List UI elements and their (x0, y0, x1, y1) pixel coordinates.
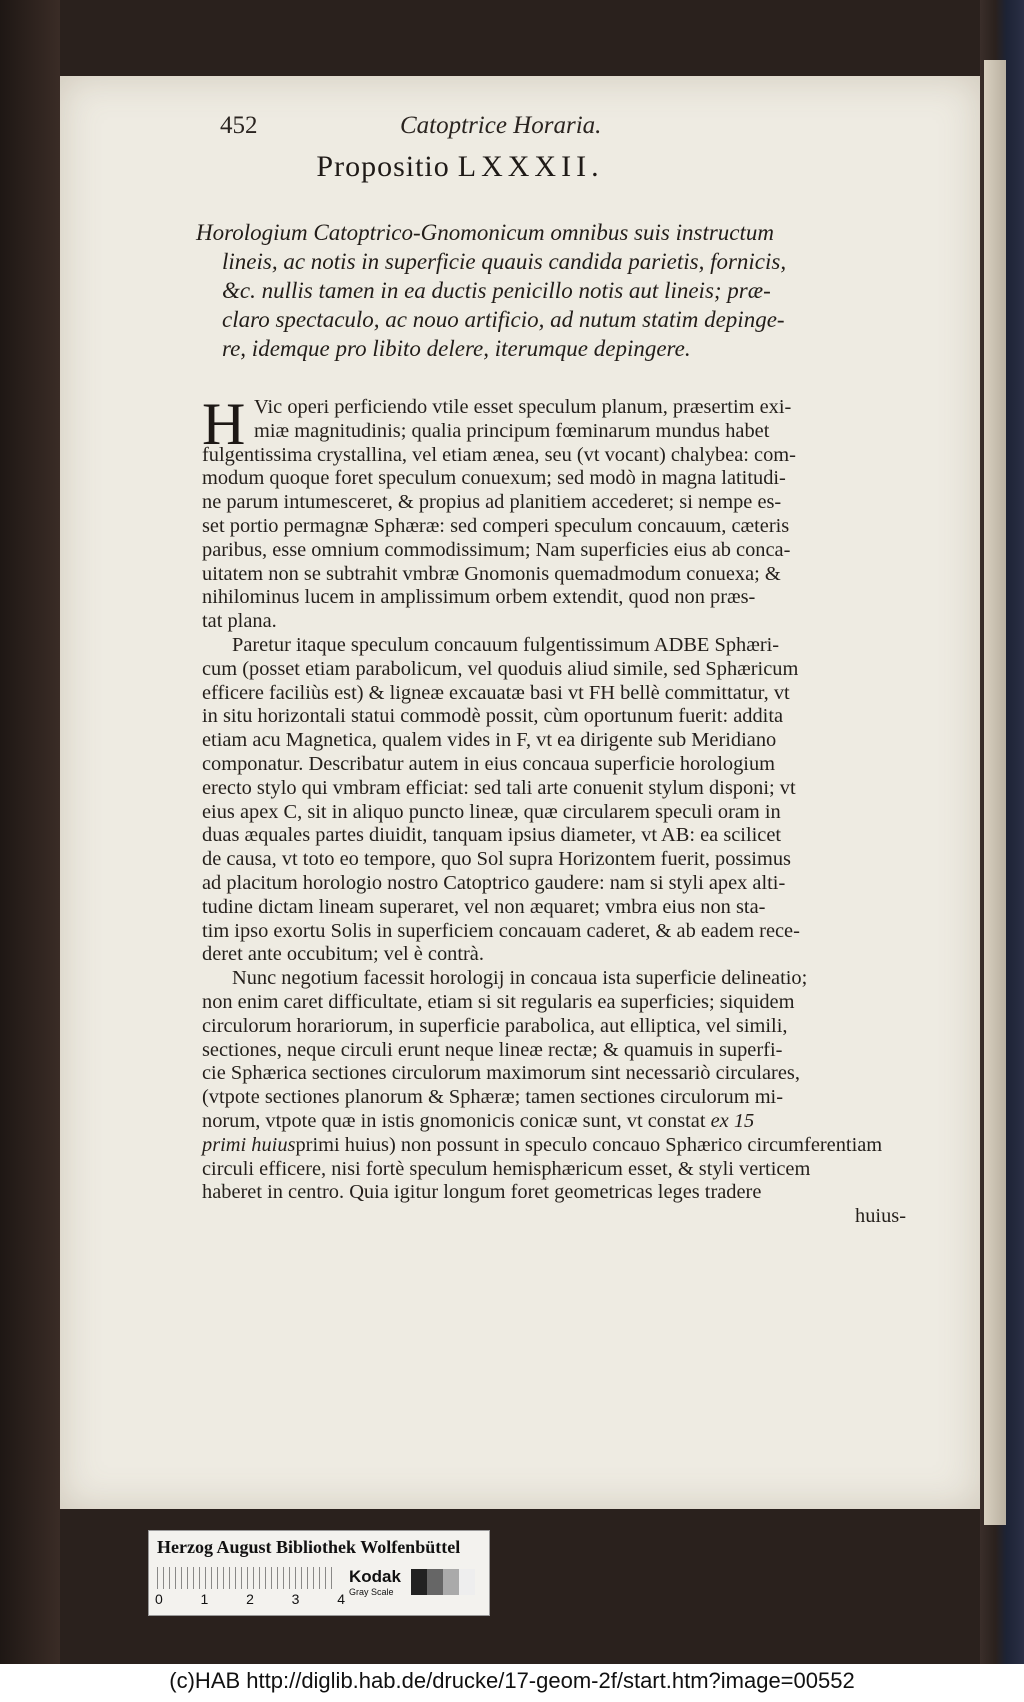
body-line: de causa, vt toto eo tempore, quo Sol supra Horizontem fuerit, possimus (202, 848, 791, 871)
body-line: haberet in centro. Quia igitur longum foret geometricas leges tradere (202, 1181, 762, 1204)
body-line: efficere faciliùs est) & ligneæ excauatæ basi vt FH bellè committatur, vt (202, 681, 790, 704)
ruler-number: 4 (337, 1591, 345, 1607)
scan-background-left (0, 0, 60, 1702)
ruler-number: 1 (200, 1591, 209, 1607)
body-line: cie Sphærica sectiones circulorum maximorum sint necessariò circulares, (202, 1062, 800, 1085)
body-line: circulorum horariorum, in superficie parabolica, aut elliptica, vel simili, (202, 1014, 788, 1037)
gray-swatch (443, 1569, 459, 1595)
centimeter-ruler (157, 1567, 337, 1589)
page-number: 452 (220, 112, 258, 139)
body-line: ne parum intumesceret, & propius ad planitiem accederet; si nempe es- (202, 491, 782, 514)
gray-scale-label: Gray Scale (349, 1587, 394, 1597)
body-line-text: primi huius) non possunt in speculo concauo Sphærico circumferentiam (295, 1133, 883, 1156)
gray-swatches (411, 1569, 475, 1595)
library-name: Herzog August Bibliothek Wolfenbüttel (157, 1537, 461, 1557)
proposition-numeral: LXXXII. (457, 150, 604, 183)
body-line: Vic operi perficiendo vtile esset speculum planum, præsertim exi- (254, 396, 792, 418)
body-line-with-reference (202, 1110, 906, 1134)
body-line: nihilominus lucem in amplissimum orbem extendit, quod non præs- (202, 586, 756, 609)
credit-line: (c)HAB http://diglib.hab.de/drucke/17-geom-2f/start.htm?image=00552 (169, 1668, 855, 1693)
ruler-number: 3 (291, 1591, 300, 1607)
proposition-heading (150, 150, 770, 184)
enunciation (196, 218, 866, 363)
ruler-number: 2 (246, 1591, 254, 1607)
body-line: circuli efficere, nisi fortè speculum hemisphæricum esset, & styli verticem (202, 1157, 811, 1180)
drop-cap: H (202, 391, 246, 457)
next-page-edge (984, 60, 1006, 1525)
body-line: etiam acu Magnetica, qualem vides in F, vt ea dirigente sub Meridiano (202, 729, 777, 752)
enunciation-line: lineis, ac notis in superficie quauis candida parietis, fornicis, (222, 249, 787, 274)
body-line: deret ante occubitum; vel è contrà. (202, 943, 484, 966)
body-line: fulgentissima crystallina, vel etiam ænea, seu (vt vocant) chalybea: com- (202, 443, 796, 466)
body-line: uitatem non se subtrahit vmbræ Gnomonis quemadmodum conuexa; & (202, 562, 781, 585)
body-line: in situ horizontali statui commodè possit, cùm oportunum fuerit: addita (202, 705, 784, 728)
body-text (202, 391, 906, 1229)
enunciation-line: re, idemque pro libito delere, iterumque depingere. (222, 336, 691, 361)
body-line-with-reference (202, 1134, 906, 1158)
body-line: sectiones, neque circuli erunt neque lineæ rectæ; & quamuis in superfi- (202, 1038, 783, 1061)
enunciation-line: claro spectaculo, ac nouo artificio, ad nutum statim depinge- (222, 307, 785, 332)
ruler-numbers (155, 1591, 345, 1607)
catchword: huius- (855, 1205, 906, 1228)
running-title: Catoptrice Horaria. (400, 112, 602, 139)
body-line: Nunc negotium facessit horologij in concaua ista superficie delineatio; (232, 967, 808, 990)
body-line: tim ipso exortu Solis in superficiem concauam caderet, & ab eadem rece- (202, 919, 800, 942)
body-line: miæ magnitudinis; qualia principum fœminarum mundus habet (254, 419, 770, 442)
italic-reference: ex 15 (710, 1109, 755, 1132)
proposition-label: Propositio (316, 150, 450, 183)
body-line: tat plana. (202, 610, 277, 633)
body-line: set portio permagnæ Sphæræ: sed comperi speculum concauum, cæteris (202, 514, 790, 537)
gray-swatch (411, 1569, 427, 1595)
body-line: erecto stylo qui vmbram efficiat: sed tali arte conuenit stylum disponi; vt (202, 776, 796, 799)
enunciation-line: Horologium Catoptrico-Gnomonicum omnibus suis instructum (196, 220, 774, 245)
enunciation-line: &c. nullis tamen in ea ductis penicillo notis aut lineis; præ- (222, 278, 771, 303)
body-line: eius apex C, sit in aliquo puncto lineæ, quæ circularem speculi oram in (202, 800, 781, 823)
body-line: modum quoque foret speculum conuexum; sed modò in magna latitudi- (202, 467, 786, 490)
body-line: duas æquales partes diuidit, tanquam ipsius diameter, vt AB: ea scilicet (202, 824, 782, 847)
library-scale-card (148, 1530, 490, 1616)
body-line: Paretur itaque speculum concauum fulgentissimum ADBE Sphæri- (232, 633, 780, 656)
body-line: paribus, esse omnium commodissimum; Nam superficies eius ab conca- (202, 538, 791, 561)
body-line-text: norum, vtpote quæ in istis gnomonicis conicæ sunt, vt constat (202, 1109, 706, 1132)
italic-reference: primi huius (202, 1133, 296, 1156)
body-line: (vtpote sectiones planorum & Sphæræ; tamen sectiones circulorum mi- (202, 1086, 784, 1109)
gray-swatch (427, 1569, 443, 1595)
body-line: cum (posset etiam parabolicum, vel quoduis aliud simile, sed Sphæricum (202, 657, 799, 680)
running-header (220, 112, 760, 148)
gray-swatch (459, 1569, 475, 1595)
body-line: componatur. Describatur autem in eius concaua superficie horologium (202, 752, 776, 775)
body-line: ad placitum horologio nostro Catoptrico gaudere: nam si styli apex alti- (202, 871, 786, 894)
ruler-number: 0 (155, 1591, 163, 1607)
body-line: tudine dictam lineam superaret, vel non æquaret; vmbra eius non sta- (202, 895, 766, 918)
kodak-label: Kodak (349, 1567, 401, 1586)
body-line: non enim caret difficultate, etiam si sit regularis ea superficies; siquidem (202, 990, 795, 1013)
